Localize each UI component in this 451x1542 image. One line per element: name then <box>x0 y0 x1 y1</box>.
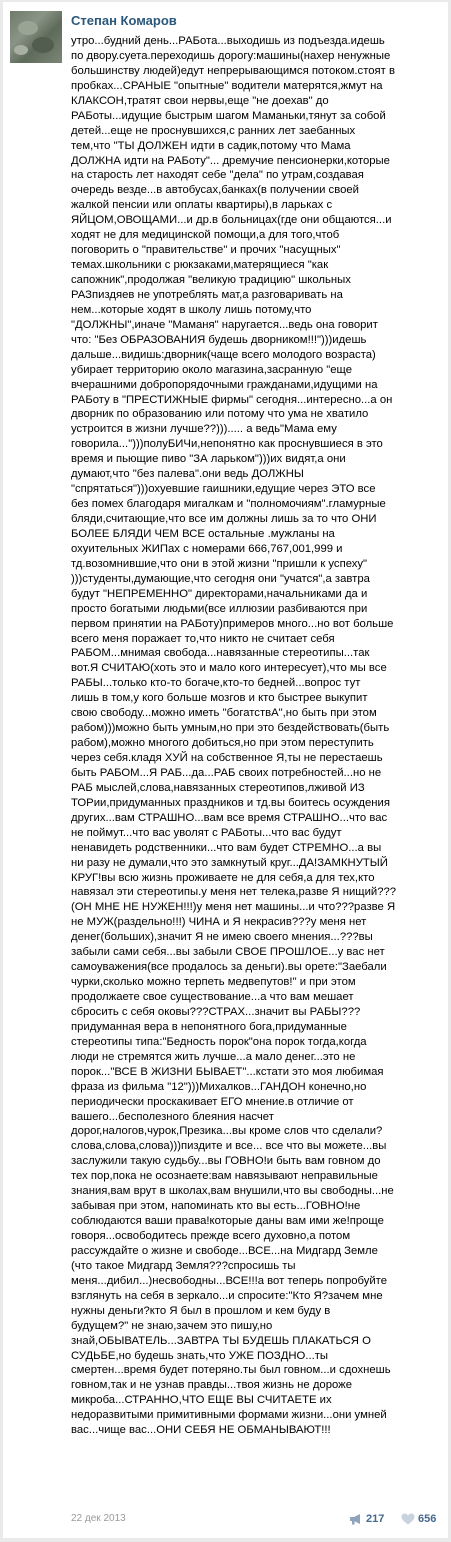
post-text-line: без помех благодаря мигалкам и "полномочиям".гламурные <box>71 498 386 511</box>
post-text-line: (что такое Мидгард Земля???спросишь ты <box>71 1259 296 1272</box>
post-text-line: сапожник",продолжая "великую традицию" школьных <box>71 274 351 286</box>
post-text-line: поговорить о "правительстве" и прочих "насущных" <box>71 244 341 257</box>
post-text-line: продолжаете свое существование...а что вам мешает <box>71 991 354 1003</box>
post-text-line: что: "Без ОБРАЗОВАНИЯ будешь дворником!!!")))идешь <box>71 333 367 346</box>
post-text-line: свою свободу...можно иметь "богатствА",но быть при этом <box>71 707 377 720</box>
post-text-line: чурки,сколько можно терпеть медвепутов!" и при этом <box>71 976 356 989</box>
post-text-line: думают,что "без палева".они ведь ДОЛЖНЫ <box>71 468 304 481</box>
post-text-line: БОЛЕЕ БЛЯДИ ЧЕМ ВСЕ остальные .мужланы на <box>71 527 335 540</box>
post-text-line: лишь в том,у кого больше мозгов и кто быстрее выкупит <box>71 692 368 705</box>
post-text-line: других...вам СТРАШНО...вам все время СТРАШНО...что вас <box>71 811 388 824</box>
post-text-line: денег(больших),значит Я не имею своего мнения...???вы <box>71 931 373 944</box>
post-text-line: ЯЙЦОМ,ОВОЩАМИ...и др.в больницах(где они общаются...и <box>71 214 392 227</box>
post-text-line: тех пор,пока не осознаете:вам навязывают неправильные <box>71 1170 378 1183</box>
post-text-line: рассуждайте о жизне и свободе...ВСЕ...на Мидгард Земле <box>71 1244 378 1257</box>
post-text-line: бляди,считающие,что все им должны лишь за то что ОНИ <box>71 513 377 525</box>
post-text-line: вчерашними добропорядочными гражданами,идущими на <box>71 378 378 391</box>
post-text-line: самоуважения(все продалось за деньги).вы орете:"Заебали <box>71 961 387 974</box>
share-count: 217 <box>366 1513 385 1525</box>
post-text-line: дальше...видишь:дворник(чаще всего молодого возраста) <box>71 348 376 361</box>
author-avatar[interactable] <box>10 11 62 63</box>
like-count: 656 <box>418 1513 437 1525</box>
post-text-line: ТОРии,придуманных праздников и тд.вы боитесь осуждения <box>71 796 390 809</box>
post-text-line: порок..."ВСЕ В ЖИЗНИ БЫВАЕТ"...кстати это моя любимая <box>71 1065 384 1078</box>
post-text-line: будущем?" не знаю,зачем это пишу,но <box>71 1319 273 1332</box>
post-text-line: дворник по образованию или потому что ума не хватило <box>71 408 369 421</box>
post-text-line: )))студенты,думающие,что сегодня они "учатся",а завтра <box>71 572 370 585</box>
post-text-line: ходят не для медицинской помощи,а для того,чтоб <box>71 229 340 242</box>
post-text-line: детей...еще не проснувшихся,с ранних лет заебанных <box>71 124 356 137</box>
post-text-line: СУДЬБЕ,но будешь знать,что УЖЕ ПОЗДНО...ты <box>71 1349 329 1362</box>
post-text-line: пробках...СРАНЫЕ "опытные" водители матерятся,жмут на <box>71 79 383 92</box>
post-text-line: "спрятаться")))охуевшие гаишники,едущие через ЭТО все <box>71 483 376 496</box>
post-text-line: не поймут...что вас уволят с РАБоты...что вас будут <box>71 826 342 839</box>
post-text-line: всего меня поражает то,что никто не считает себя <box>71 632 335 645</box>
post-text-line: вас...чище вас...ОНИ СЕБЯ НЕ ОБМАНЫВАЮТ!!! <box>71 1424 331 1437</box>
post-text-line: будут "НЕПРЕМЕННО" директорами,начальниками да и <box>71 587 368 600</box>
post-text-line: быть РАБОМ...Я РАБ...да...РАБ своих потребностей...но не <box>71 766 382 779</box>
post-text-line: КРУГ!вы всю жизнь проживаете не для себя,а для тех,кто <box>71 871 375 884</box>
post-text-line: РАБ мыслей,слова,навязанных стереотипов,лживой ИЗ <box>71 781 365 794</box>
post-text-line: РАБоту в "ПРЕСТИЖНЫЕ фирмы" сегодня...интересно...а он <box>71 393 393 406</box>
post-text-line: тем,что "ТЫ ДОЛЖЕН идти в садик,потому что Мама <box>71 139 351 152</box>
post-text-line: соблюдаются ваши права!которые даны вам ими же!проще <box>71 1215 384 1228</box>
post-text-line: периодически проскакивает ЕГО мнение.в отличие от <box>71 1095 354 1108</box>
post-text-line: РАБОМ...мнимая свобода...навязанные стереотипы...так <box>71 647 370 660</box>
post-text-line: слова,слова,слова)))пиздите и все... все что вы можете...вы <box>71 1140 387 1153</box>
post-text-line: взглянуть на себя в зеркало...и спросите:"Кто Я?зачем мне <box>71 1289 383 1302</box>
post-text-line: большинству людей)едут непрерывающимся потоком.стоят в <box>71 64 395 77</box>
post-text-line: нужны деньги?кто Я был в прошлом и кем буду в <box>71 1304 331 1317</box>
post-text <box>71 34 426 1438</box>
post-text-line: РАБЫ...только кто-то богаче,кто-то бедней...вопрос тут <box>71 677 361 690</box>
post-text-line: охуительных ЖИПах с номерами 666,767,001,999 и <box>71 542 343 555</box>
post-text-line: стереотипы типа:"Бедность порок"она порок тогда,когда <box>71 1035 367 1048</box>
post-text-line: придуманная вера в непонятного бога,придуманные <box>71 1020 347 1033</box>
post-text-line: время и пьющие пиво "ЗА ларьком")))их видят,а они <box>71 453 346 466</box>
post-text-line: забывая при этом, напоминать кто вы есть...ГОВНО!не <box>71 1200 361 1213</box>
heart-icon <box>401 1513 415 1525</box>
post-card <box>3 2 448 1538</box>
megaphone-icon <box>349 1513 363 1525</box>
post-text-line: РАБоты...идущие быстрым шагом Маманьки,тянут за собой <box>71 109 386 122</box>
post-text-line: очередь везде...в автобусах,банках(в получении своей <box>71 184 359 197</box>
post-text-line: вашего...бесполезного блеяния насчет <box>71 1110 274 1123</box>
post-text-line: забыли сами себя...вы забыли СВОЕ ПРОШЛОЕ...у вас нет <box>71 946 385 959</box>
post-text-line: тд.возомнившие,что они в этой жизни "пришли к успеху" <box>71 557 368 570</box>
post-text-line: меня...дибил...)несвободны...ВСЕ!!!а вот теперь попробуйте <box>71 1274 388 1287</box>
post-text-line: (ОН МНЕ НЕ НУЖЕН!!!)у меня нет машины...и что???разве Я <box>71 901 396 914</box>
post-text-line: не МУЖ(раздельно!!!) ЧИНА и Я некрасив???у меня нет <box>71 916 367 929</box>
post-text-line: просто богатыми людьми(все иллюзии разбиваются при <box>71 602 368 615</box>
post-text-line: недоразвитыми примитивными формами жизни...они умней <box>71 1409 387 1422</box>
author-name[interactable]: Степан Комаров <box>71 13 177 28</box>
post-text-line: темах.школьники с рюкзаками,матерящиеся "как <box>71 259 329 272</box>
post-text-line: нем...которые ходят в школу лишь потому,что <box>71 303 312 316</box>
post-text-line: знания,вам врут в школах,вам внушили,что вы свободны...не <box>71 1185 394 1198</box>
post-text-line: "ДОЛЖНЫ",иначе "Маманя" наругается...ведь она говорит <box>71 318 378 331</box>
post-text-line: ни разу не думали,что это замкнутый круг...ДА!ЗАМКНУТЫЙ <box>71 856 388 869</box>
post-text-line: ДОЛЖНА идти на РАБоту"... дремучие пенсионерки,которые <box>71 154 390 167</box>
post-date[interactable]: 22 дек 2013 <box>71 1513 126 1524</box>
post-text-line: на старость лет находят себе "дела" по утрам,создавая <box>71 169 364 182</box>
post-text-line: дорог,налогов,чурок,Презика...вы кроме слов что сделали? <box>71 1125 383 1138</box>
post-text-line: люди не стремятся жить лучше...а мало денег...это не <box>71 1050 356 1063</box>
post-text-line: по двору.суета.переходишь дорогу:машины(нахер ненужные <box>71 49 391 62</box>
post-text-line: утро...будний день...РАБота...выходишь из подъезда.идешь <box>71 35 385 47</box>
post-text-line: заслужили такую судьбу...вы ГОВНО!и быть вам говном до <box>71 1155 381 1168</box>
post-text-line: говном,так и не узнав правды...твоя жизнь не дороже <box>71 1379 352 1392</box>
like-button[interactable] <box>401 1510 436 1528</box>
post-text-line: фраза из фильма "12")))Михалков...ГАНДОН конечно,но <box>71 1080 367 1093</box>
post-text-line: смертен...время будет потеряно.ты был говном...и сдохнешь <box>71 1364 391 1377</box>
post-text-line: вот.Я СЧИТАЮ(хоть это и мало кого интересует),что мы все <box>71 662 387 675</box>
post-text-line: говорила...")))полуБИЧи,непонятно как проснувшиеся в это <box>71 438 383 451</box>
post-text-line: первом принятии на РАБоту)примеров много...но вот больше <box>71 617 394 630</box>
post-footer <box>71 1510 439 1528</box>
post-text-line: микроба...СТРАННО,ЧТО ЕЩЕ ВЫ СЧИТАЕТЕ их <box>71 1394 332 1407</box>
share-button[interactable] <box>349 1510 384 1528</box>
post-text-line: ненавидеть родственники...что вам будет СТРЕМНО...а вы <box>71 841 382 854</box>
post-text-line: рабом)))можно быть умным,но при это бездействовать(быть <box>71 722 390 735</box>
post-text-line: знай,ОБЫВАТЕЛЬ...ЗАВТРА ТЫ БУДЕШЬ ПЛАКАТЬСЯ О <box>71 1334 371 1347</box>
post-text-line: устроится в жизни лучше??)))..... а ведь"Мама ему <box>71 423 337 436</box>
post-text-line: через себя.кладя ХУЙ на собственное Я,ты не перестаешь <box>71 752 383 764</box>
post-text-line: рабом),можно многого добиться,но при этом переступить <box>71 737 374 750</box>
post-text-line: РАЗпиздяев не употреблять мат,а разговаривать на <box>71 288 343 301</box>
post-text-line: КЛАКСОН,тратят свои нервы,еще "не доехав" до <box>71 94 329 107</box>
post-text-line: навязал эти стереотипы.у меня нет телека,разве Я нищий??? <box>71 886 397 899</box>
post-text-line: убирает территорию около магазина,засранную "еще <box>71 363 352 376</box>
post-text-line: жалкой пенсии или оплаты квартиры),в ларьках с <box>71 199 333 212</box>
post-text-line: говоря...освободитесь прежде всего духовно,а потом <box>71 1230 351 1242</box>
post-text-line: сбросить с себя оковы???СТРАХ...значит вы РАБЫ??? <box>71 1005 361 1018</box>
